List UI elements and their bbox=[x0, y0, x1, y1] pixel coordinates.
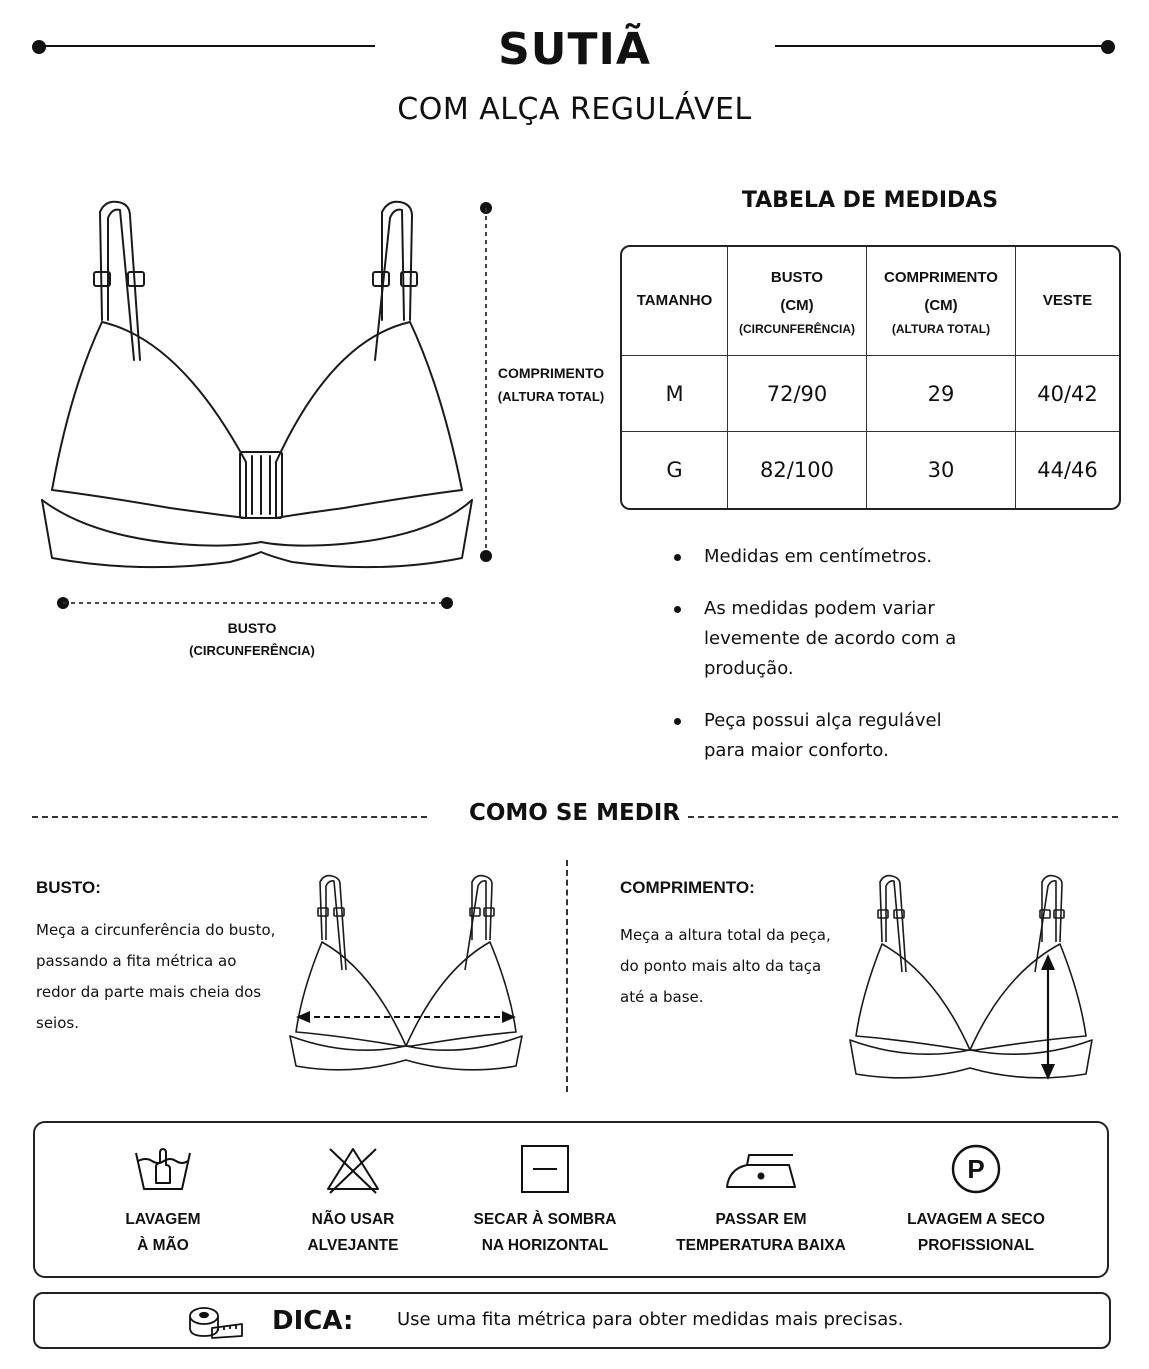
care-label-line2: NA HORIZONTAL bbox=[481, 1237, 609, 1254]
care-item-no-bleach bbox=[253, 1123, 453, 1280]
care-label bbox=[651, 1207, 871, 1259]
header-bust-unit: (CM) bbox=[780, 297, 814, 314]
bust-sublabel: (CIRCUNFERÊNCIA) bbox=[189, 643, 315, 658]
no-bleach-icon bbox=[324, 1143, 382, 1195]
iron-low-icon bbox=[723, 1143, 799, 1195]
header-length bbox=[867, 247, 1016, 356]
cell-fits: 44/46 bbox=[1037, 458, 1098, 482]
hand-wash-icon bbox=[132, 1143, 194, 1195]
size-table-title: TABELA DE MEDIDAS bbox=[741, 188, 999, 213]
left-cup bbox=[52, 322, 246, 518]
care-instructions-box bbox=[33, 1121, 1109, 1278]
tip-label: DICA: bbox=[272, 1306, 354, 1336]
cell-length: 29 bbox=[867, 356, 1016, 432]
care-label bbox=[253, 1207, 453, 1259]
list-item: Medidas em centímetros. bbox=[672, 542, 972, 572]
dry-flat-shade-icon bbox=[519, 1143, 571, 1195]
length-bottom-dot bbox=[480, 550, 492, 562]
care-label-line1: NÃO USAR bbox=[311, 1211, 395, 1228]
page-subtitle: COM ALÇA REGULÁVEL bbox=[397, 92, 752, 127]
section-divider bbox=[566, 860, 568, 1092]
care-label bbox=[445, 1207, 645, 1259]
care-label bbox=[871, 1207, 1081, 1259]
right-cup bbox=[276, 322, 462, 518]
header-length-sub: (ALTURA TOTAL) bbox=[891, 322, 991, 336]
header-bust bbox=[728, 247, 867, 356]
dry-clean-glyph: P bbox=[967, 1154, 985, 1184]
cell-size: M bbox=[622, 356, 728, 432]
care-label-line1: SECAR À SOMBRA bbox=[473, 1211, 617, 1228]
length-sublabel: (ALTURA TOTAL) bbox=[497, 389, 605, 404]
list-item: Peça possui alça regulável para maior conforto. bbox=[672, 706, 972, 766]
table-row bbox=[622, 432, 1119, 508]
care-item-iron bbox=[651, 1123, 871, 1280]
tip-box bbox=[33, 1292, 1111, 1349]
how-to-title: COMO SE MEDIR bbox=[468, 800, 681, 826]
bra-measurement-diagram bbox=[30, 190, 620, 670]
page-title: SUTIÃ bbox=[498, 24, 651, 75]
care-item-hand-wash bbox=[63, 1123, 263, 1280]
bust-label: BUSTO bbox=[227, 620, 277, 636]
size-table bbox=[620, 245, 1121, 510]
table-row bbox=[622, 356, 1119, 432]
list-item: As medidas podem variar levemente de acordo com a produção. bbox=[672, 594, 972, 684]
care-label-line1: LAVAGEM bbox=[125, 1211, 201, 1228]
how-length-text: Meça a altura total da peça, do ponto mais alto da taça até a base. bbox=[620, 926, 831, 1006]
how-bust-heading: BUSTO: bbox=[36, 878, 101, 897]
cell-bust: 72/90 bbox=[728, 356, 867, 432]
header-length-unit: (CM) bbox=[924, 297, 958, 314]
header-bust-title: BUSTO bbox=[770, 269, 824, 286]
cell-bust: 82/100 bbox=[728, 432, 867, 508]
care-label-line2: TEMPERATURA BAIXA bbox=[676, 1237, 846, 1254]
how-length-heading: COMPRIMENTO: bbox=[620, 878, 755, 897]
length-label: COMPRIMENTO bbox=[497, 365, 605, 381]
care-label-line1: PASSAR EM bbox=[715, 1211, 807, 1228]
care-label-line2: PROFISSIONAL bbox=[917, 1237, 1035, 1254]
cell-length: 30 bbox=[867, 432, 1016, 508]
care-label-line1: LAVAGEM A SECO bbox=[907, 1211, 1045, 1228]
left-strap bbox=[100, 202, 140, 360]
care-label bbox=[63, 1207, 263, 1259]
section-rule-right bbox=[688, 816, 1118, 818]
bust-right-dot bbox=[441, 597, 453, 609]
size-table-header-row bbox=[622, 247, 1119, 356]
professional-dry-clean-icon bbox=[949, 1143, 1003, 1195]
header-length-title: COMPRIMENTO bbox=[884, 269, 998, 286]
header-bust-sub: (CIRCUNFERÊNCIA) bbox=[739, 322, 855, 336]
care-label-line2: ALVEJANTE bbox=[307, 1237, 399, 1254]
cell-size: G bbox=[622, 432, 728, 508]
header-size: TAMANHO bbox=[622, 247, 728, 356]
tip-text: Use uma fita métrica para obter medidas mais precisas. bbox=[397, 1309, 904, 1330]
length-measure-diagram bbox=[842, 870, 1102, 1085]
measuring-tape-icon bbox=[188, 1302, 244, 1342]
care-label-line2: À MÃO bbox=[137, 1237, 189, 1254]
bust-measure-diagram bbox=[282, 870, 532, 1080]
how-bust-text: Meça a circunferência do busto, passando a fita métrica ao redor da parte mais cheia dos seios. bbox=[36, 921, 276, 1032]
care-item-dry-clean bbox=[871, 1123, 1081, 1280]
cell-fits: 40/42 bbox=[1016, 356, 1119, 432]
notes-list bbox=[672, 542, 972, 788]
right-strap bbox=[382, 202, 412, 320]
care-item-dry-flat bbox=[445, 1123, 645, 1280]
header-fits: VESTE bbox=[1016, 247, 1119, 356]
